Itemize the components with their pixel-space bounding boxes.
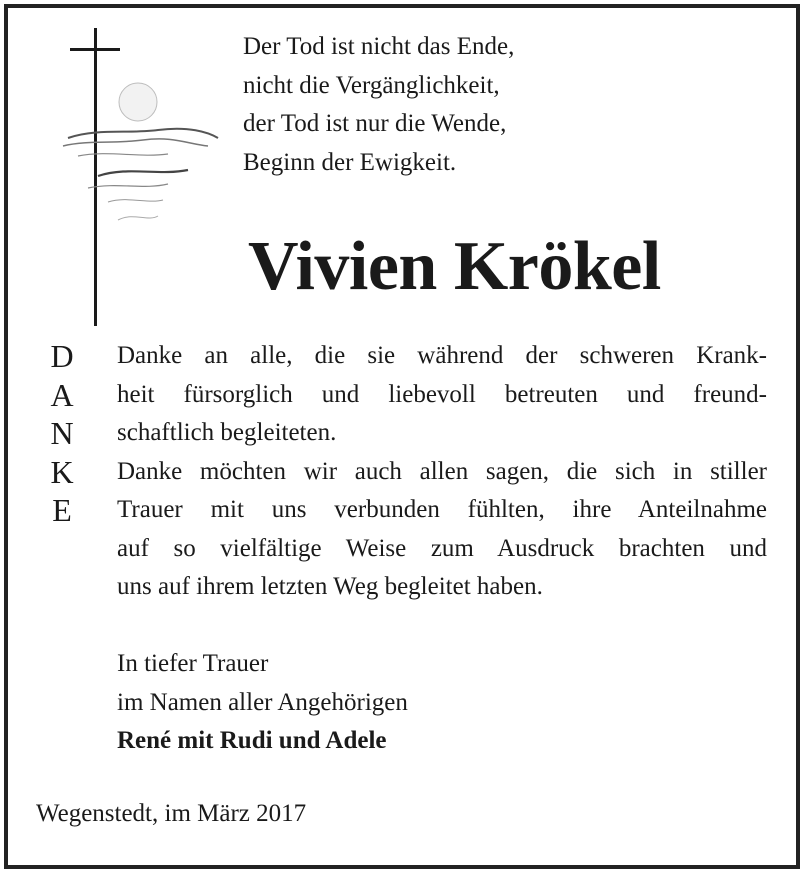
danke-vertical-word [42,337,82,530]
message-line: Danke möchten wir auch allen sagen, die sich in stiller [117,457,767,485]
message-line: uns auf ihrem letzten Weg begleitet haben. [117,573,543,600]
danke-letter: A [50,376,74,413]
message-line: schaftlich begleiteten. [117,419,337,446]
message-line: Danke an alle, die sie während der schweren Krank- [117,342,767,369]
signoff-line: In tiefer Trauer [117,650,269,677]
landscape-illustration [58,80,228,235]
message-line: heit fürsorglich und liebevoll betreuten und freund- [117,380,767,408]
message-line: auf so vielfältige Weise zum Ausdruck brachten und [117,534,767,562]
poem-line: Beginn der Ewigkeit. [243,148,457,176]
sun-icon [119,83,157,121]
poem-line: der Tod ist nur die Wende, [243,110,507,137]
danke-letter: E [52,492,72,528]
signoff-line: im Namen aller Angehörigen [117,688,408,716]
poem [243,28,514,182]
place-date: Wegenstedt, im März 2017 [36,800,307,827]
poem-line: nicht die Vergänglichkeit, [243,71,500,99]
thank-you-message [117,337,767,607]
cross-bar [70,48,120,51]
message-line: Trauer mit uns verbunden fühlten, ihre Anteilnahme [117,496,767,523]
danke-letter: D [50,338,74,374]
signers: René mit Rudi und Adele [117,727,387,754]
danke-letter: K [50,453,74,490]
signoff [117,645,408,761]
deceased-name: Vivien Krökel [248,228,661,305]
poem-line: Der Tod ist nicht das Ende, [243,33,515,60]
danke-letter: N [50,415,74,451]
